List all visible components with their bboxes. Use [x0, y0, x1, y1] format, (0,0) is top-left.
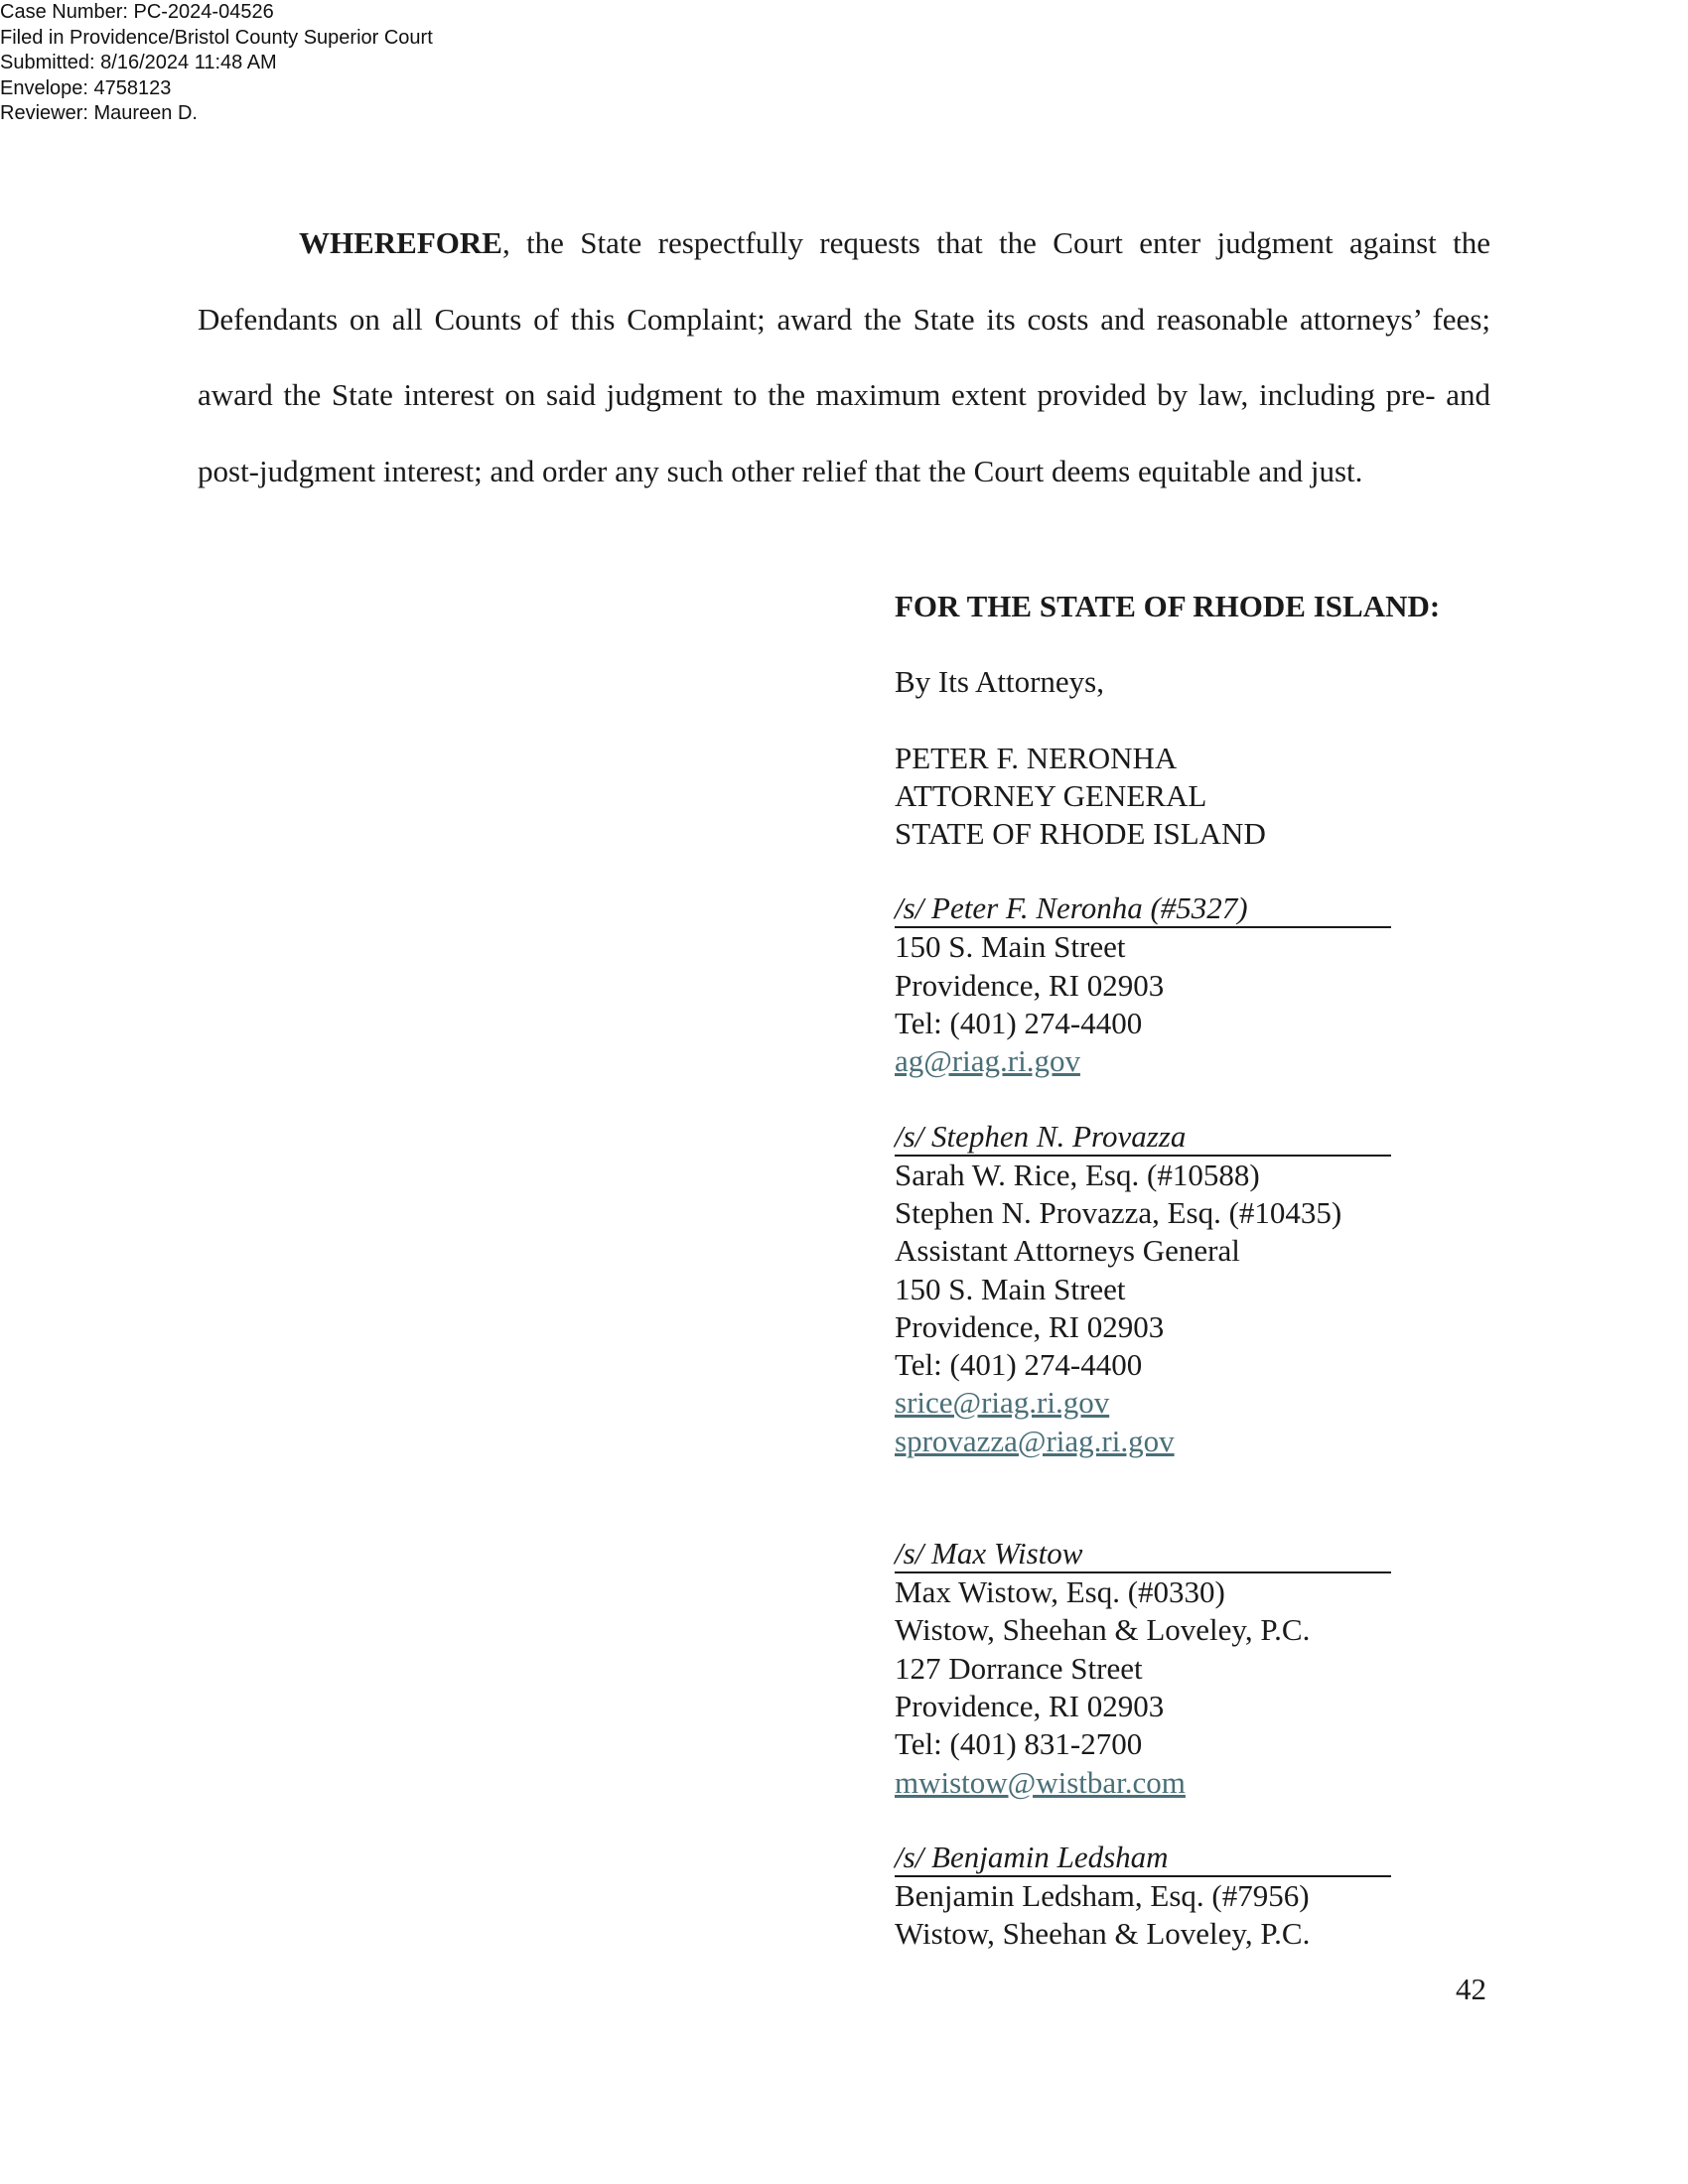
signature-block	[895, 588, 1441, 1953]
phone-line: Tel: (401) 831-2700	[895, 1726, 1143, 1762]
attorney-name-line: Sarah W. Rice, Esq. (#10588)	[895, 1157, 1260, 1192]
reviewer: Reviewer: Maureen D.	[0, 102, 198, 124]
signature-line: /s/ Max Wistow	[895, 1536, 1391, 1573]
email-link[interactable]: srice@riag.ri.gov	[895, 1385, 1110, 1421]
filing-header	[0, 0, 433, 127]
filed-in: Filed in Providence/Bristol County Superior Court	[0, 26, 433, 49]
attorney-block-wistow	[895, 1536, 1411, 1802]
address-line: Providence, RI 02903	[895, 967, 1165, 1003]
email-link[interactable]: mwistow@wistbar.com	[895, 1764, 1186, 1800]
signature-heading: FOR THE STATE OF RHODE ISLAND:	[895, 589, 1441, 623]
wherefore-lead: WHEREFORE	[299, 225, 502, 260]
attorney-name-line: Stephen N. Provazza, Esq. (#10435)	[895, 1194, 1342, 1230]
phone-line: Tel: (401) 274-4400	[895, 1006, 1143, 1041]
wherefore-text: , the State respectfully requests that the Court enter judgment against the Defendants on all Counts of this Complaint; award the State its costs and reasonable attorneys’ fees; award the State interest on said judgment to the maximum extent provided by law, including pre- and post-judgment interest; and order any such other relief that the Court deems equitable and just.	[198, 225, 1490, 488]
attorney-block-provazza	[895, 1119, 1411, 1460]
by-line: By Its Attorneys,	[895, 664, 1104, 700]
firm-line: Wistow, Sheehan & Loveley, P.C.	[895, 1916, 1311, 1952]
submitted-timestamp: Submitted: 8/16/2024 11:48 AM	[0, 52, 277, 73]
ag-name: PETER F. NERONHA	[895, 740, 1178, 775]
case-number: Case Number: PC-2024-04526	[0, 1, 274, 23]
attorney-block-ledsham	[895, 1840, 1411, 1954]
ag-state: STATE OF RHODE ISLAND	[895, 816, 1266, 852]
address-line: 127 Dorrance Street	[895, 1650, 1143, 1686]
address-line: Providence, RI 02903	[895, 1688, 1165, 1723]
signature-line: /s/ Stephen N. Provazza	[895, 1119, 1391, 1157]
attorney-block-neronha	[895, 890, 1411, 1080]
attorney-name-line: Benjamin Ledsham, Esq. (#7956)	[895, 1877, 1310, 1913]
attorney-title-line: Assistant Attorneys General	[895, 1233, 1240, 1269]
phone-line: Tel: (401) 274-4400	[895, 1347, 1143, 1383]
signature-line: /s/ Peter F. Neronha (#5327)	[895, 890, 1391, 928]
wherefore-paragraph	[198, 205, 1490, 509]
address-line: 150 S. Main Street	[895, 1271, 1126, 1306]
email-link[interactable]: ag@riag.ri.gov	[895, 1043, 1080, 1079]
address-line: Providence, RI 02903	[895, 1308, 1165, 1344]
attorney-name-line: Max Wistow, Esq. (#0330)	[895, 1574, 1225, 1610]
address-line: 150 S. Main Street	[895, 929, 1126, 965]
envelope-number: Envelope: 4758123	[0, 76, 172, 99]
ag-title: ATTORNEY GENERAL	[895, 777, 1207, 813]
email-link[interactable]: sprovazza@riag.ri.gov	[895, 1423, 1175, 1458]
page-number: 42	[1456, 1972, 1486, 2006]
signature-line: /s/ Benjamin Ledsham	[895, 1840, 1391, 1877]
firm-line: Wistow, Sheehan & Loveley, P.C.	[895, 1612, 1311, 1648]
